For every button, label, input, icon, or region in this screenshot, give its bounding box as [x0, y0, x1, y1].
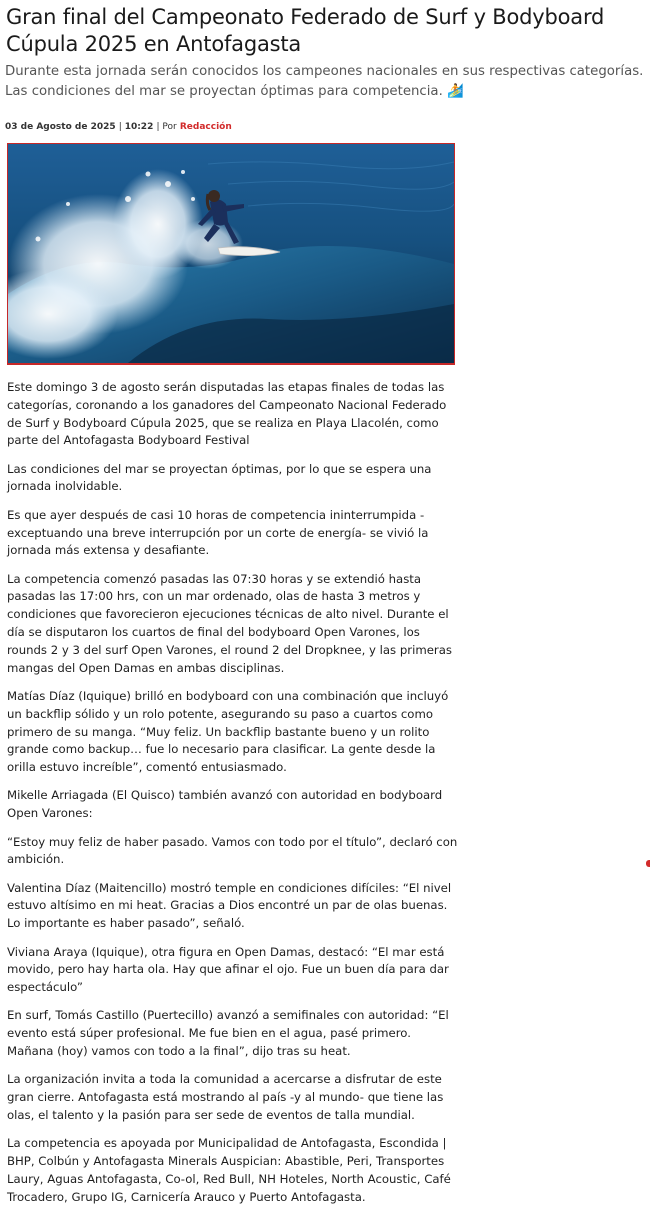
meta-separator: |: [118, 122, 125, 132]
article-paragraph: “Estoy muy feliz de haber pasado. Vamos con todo por el título”, declaró con ambición.: [7, 834, 458, 867]
edge-scroll-marker[interactable]: [646, 860, 650, 867]
article-date: 03 de Agosto de 2025: [5, 122, 116, 132]
article-body: [7, 379, 459, 1217]
article-paragraph: Valentina Díaz (Maitencillo) mostró temple en condiciones difíciles: “El nivel estuvo altísimo en mi heat. Gracias a Dios encontré un par de olas buenas. Lo importante es haber pasado”, señaló.: [7, 880, 452, 931]
article-author-link[interactable]: Redacción: [179, 122, 232, 132]
article-time: 10:22: [124, 122, 154, 132]
article-photo: [7, 143, 455, 365]
article-paragraph: En surf, Tomás Castillo (Puertecillo) avanzó a semifinales con autoridad: “El evento está súper profesional. Me fue bien en el agua, pasé primero. Mañana (hoy) vamos con todo a la final”, dijo tras su heat.: [7, 1008, 449, 1058]
article-meta: [5, 121, 232, 133]
article-paragraph: Este domingo 3 de agosto serán disputadas las etapas finales de todas las categorías, coronando a los ganadores del Campeonato Nacional Federado de Surf y Bodyboard Cúpula 2025, que se realiza en Playa Llacolén, como parte del Antofagasta Bodyboard Festival: [7, 380, 447, 448]
article-paragraph: La competencia es apoyada por Municipalidad de Antofagasta, Escondida | BHP, Colbún y Antofagasta Minerals Auspician: Abastible, Peri, Transportes Laury, Aguas Antofagasta, Co-ol, Red Bull, NH Hoteles, North Acoustic, Café Trocadero, Grupo IG, Carnicería Arauco y Puerto Antofagasta.: [7, 1136, 451, 1204]
article-paragraph: La competencia comenzó pasadas las 07:30 horas y se extendió hasta pasadas las 17:00 hrs, con un mar ordenado, olas de hasta 3 metros y condiciones que favorecieron ejecuciones técnicas de alto nivel. Durante el día se disputaron los cuartos de final del bodyboard Open Varones, los rounds 2 y 3 del surf Open Varones, el round 2 del Dropknee, y las primeras mangas del Open Damas en ambas disciplinas.: [7, 571, 452, 675]
article-paragraph: Mikelle Arriagada (El Quisco) también avanzó con autoridad en bodyboard Open Varones:: [7, 788, 443, 821]
article-paragraph: Es que ayer después de casi 10 horas de competencia ininterrumpida -exceptuando una breve interrupción por un corte de energía- se vivió la jornada más extensa y desafiante.: [7, 507, 429, 558]
article-paragraph: Las condiciones del mar se proyectan óptimas, por lo que se espera una jornada inolvidable.: [7, 461, 432, 494]
article-paragraph: Matías Díaz (Iquique) brilló en bodyboard con una combinación que incluyó un backflip sólido y un rolo potente, asegurando su paso a cuartos como primero de su manga. “Muy feliz. Un backflip bastante bueno y un rolito grande como backup… fue lo necesario para clasificar. La gente desde la orilla estuvo increíble”, comentó entusiasmado.: [7, 688, 449, 775]
article-paragraph: La organización invita a toda la comunidad a acercarse a disfrutar de este gran cierre. Antofagasta está mostrando al país -y al mundo- que tiene las olas, el talento y la pasión para ser sede de eventos de talla mundial.: [7, 1072, 444, 1122]
byline-prefix: Por: [162, 122, 177, 132]
meta-separator: |: [156, 122, 163, 132]
article-subtitle: Durante esta jornada serán conocidos los campeones nacionales en sus respectivas categorías. Las condiciones del mar se proyectan óptimas para competencia. 🏄: [5, 64, 644, 99]
article-paragraph: Viviana Araya (Iquique), otra figura en Open Damas, destacó: “El mar está movido, pero hay harta ola. Hay que afinar el ojo. Fue un buen día para dar espectáculo”: [7, 944, 449, 995]
article-title: Gran final del Campeonato Federado de Surf y Bodyboard Cúpula 2025 en Antofagasta: [6, 5, 605, 56]
surf-photo-illustration: [8, 144, 454, 363]
